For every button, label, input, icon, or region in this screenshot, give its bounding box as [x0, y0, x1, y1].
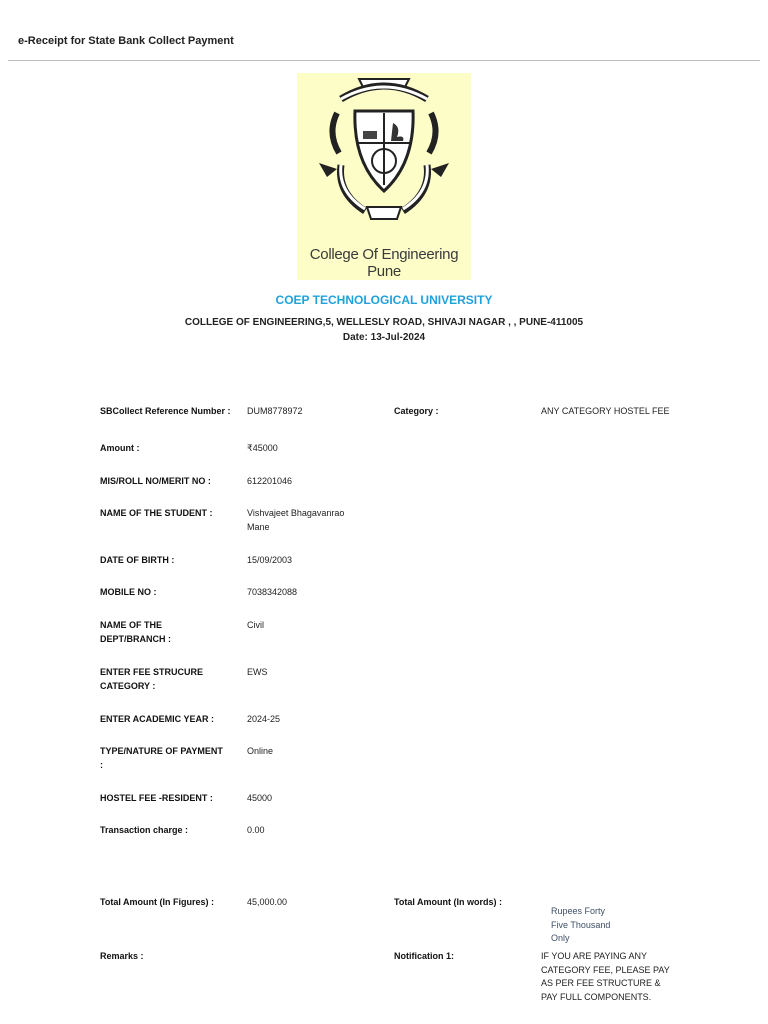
student-name-label: NAME OF THE STUDENT : [100, 508, 213, 518]
student-name-value: Vishvajeet Bhagavanrao Mane [247, 508, 345, 532]
university-address: COLLEGE OF ENGINEERING,5, WELLESLY ROAD, SHIVAJI NAGAR , , PUNE-411005 [184, 317, 584, 328]
notification-label: Notification 1: [394, 951, 454, 961]
dept-value: Civil [247, 620, 264, 630]
academic-year-value: 2024-25 [247, 714, 281, 724]
dob-value: 15/09/2003 [247, 555, 293, 565]
ref-number-value: DUM8778972 [247, 406, 303, 416]
amount-value: ₹45000 [247, 443, 278, 453]
fee-structure-category-value: EWS [247, 667, 268, 677]
academic-year-label: ENTER ACADEMIC YEAR : [100, 714, 215, 724]
header-divider [8, 60, 760, 61]
dept-label: NAME OF THE DEPT/BRANCH : [100, 620, 171, 644]
ref-number-label: SBCollect Reference Number : [100, 406, 231, 416]
transaction-charge-label: Transaction charge : [100, 825, 189, 835]
total-figures-label: Total Amount (In Figures) : [100, 897, 214, 907]
roll-number-label: MIS/ROLL NO/MERIT NO : [100, 476, 211, 486]
roll-number-value: 612201046 [247, 476, 293, 486]
category-value: ANY CATEGORY HOSTEL FEE [541, 406, 670, 416]
logo-text-line2: Pune [367, 263, 401, 280]
coep-logo [297, 73, 471, 280]
hostel-fee-value: 45000 [247, 793, 273, 803]
total-words-value: Rupees Forty Five Thousand Only [551, 906, 611, 943]
mobile-label: MOBILE NO : [100, 587, 157, 597]
fee-structure-category-label: ENTER FEE STRUCURE CATEGORY : [100, 667, 204, 691]
mobile-value: 7038342088 [247, 587, 298, 597]
transaction-charge-value: 0.00 [247, 825, 265, 835]
dob-label: DATE OF BIRTH : [100, 555, 175, 565]
payment-type-label: TYPE/NATURE OF PAYMENT : [100, 746, 223, 770]
total-figures-value: 45,000.00 [247, 897, 288, 907]
category-label: Category : [394, 406, 439, 416]
receipt-date: Date: 13-Jul-2024 [342, 332, 426, 343]
amount-label: Amount : [100, 443, 140, 453]
logo-text-line1: College Of Engineering [309, 246, 459, 263]
coep-crest-icon [297, 73, 471, 248]
receipt-header-title: e-Receipt for State Bank Collect Payment [18, 35, 234, 47]
remarks-label: Remarks : [100, 951, 144, 961]
university-name: COEP TECHNOLOGICAL UNIVERSITY [275, 293, 493, 307]
total-words-label: Total Amount (In words) : [394, 897, 502, 907]
payment-type-value: Online [247, 746, 274, 756]
notification-value: IF YOU ARE PAYING ANY CATEGORY FEE, PLEASE PAY AS PER FEE STRUCTURE & PAY FULL COMPONENTS. [541, 951, 670, 1002]
hostel-fee-label: HOSTEL FEE -RESIDENT : [100, 793, 213, 803]
